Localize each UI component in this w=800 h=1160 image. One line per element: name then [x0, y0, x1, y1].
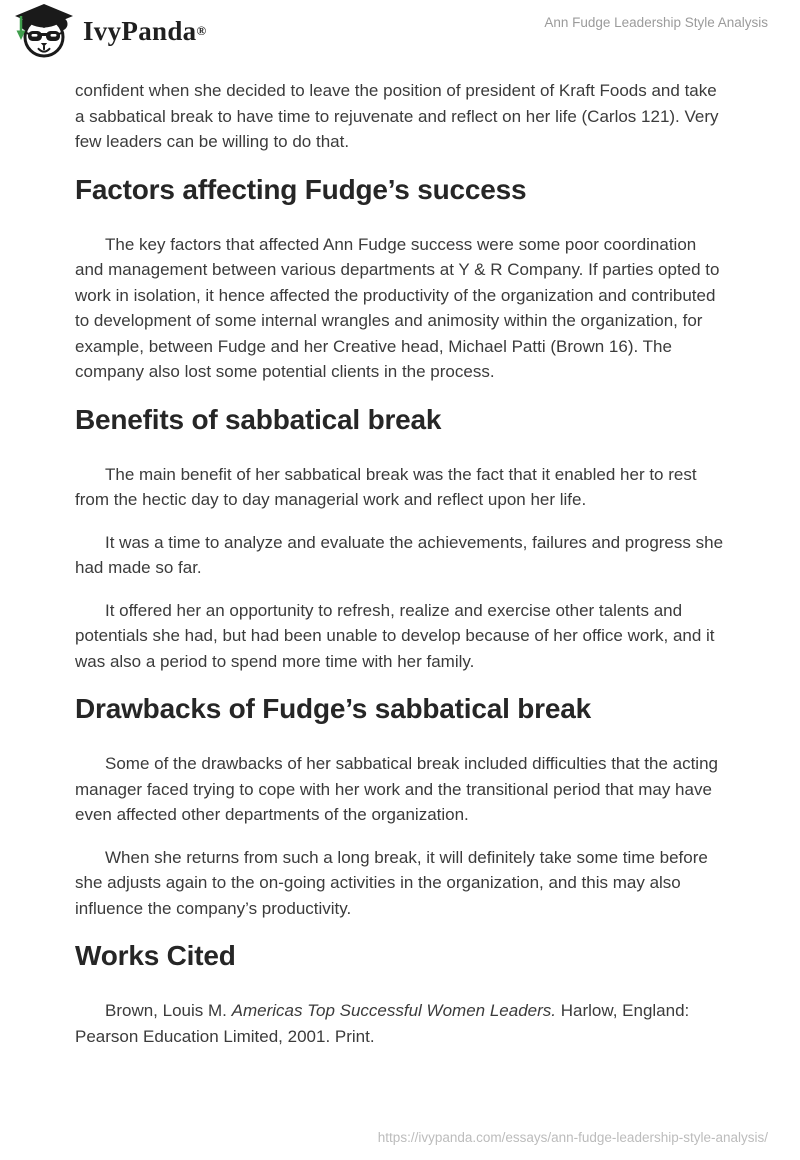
source-url: https://ivypanda.com/essays/ann-fudge-leadership-style-analysis/: [377, 1130, 768, 1145]
ivypanda-panda-logo-icon: [10, 3, 76, 59]
paragraph: When she returns from such a long break, it will definitely take some time before she adjusts again to the on-going activities in the organization, and this may also influence the company’s productivity.: [75, 847, 708, 918]
paragraph: The key factors that affected Ann Fudge success were some poor coordination and management between various departments at Y & R Company. If parties opted to work in isolation, it hence affected the productivity of the organization and contributed to development of some internal wrangles and animosity within the organization, for example, between Fudge and her Creative head, Michael Patti (Brown 16). The company also lost some potential clients in the process.: [75, 234, 720, 381]
paragraph: Some of the drawbacks of her sabbatical break included difficulties that the acting manager faced trying to cope with her work and the transitional period that may have even affected other departments of the organization.: [75, 754, 718, 824]
paragraph: It was a time to analyze and evaluate the achievements, failures and progress she had made so far.: [75, 532, 724, 577]
citation-book-title: Americas Top Successful Women Leaders.: [231, 1001, 557, 1020]
citation: [75, 998, 725, 1049]
section-heading-drawbacks: Drawbacks of Fudge’s sabbatical break: [75, 693, 591, 724]
document-title: Ann Fudge Leadership Style Analysis: [544, 15, 768, 30]
paragraph: It offered her an opportunity to refresh, realize and exercise other talents and potentials she had, but had been unable to develop because of her office work, and it was also a period to spend more time with her family.: [75, 600, 715, 671]
brand: [10, 3, 206, 59]
section-heading-works-cited: Works Cited: [75, 940, 236, 971]
citation-publisher: Harlow, England: Pearson Education Limited, 2001. Print.: [75, 1001, 690, 1046]
page-header: [0, 0, 800, 64]
section-heading-benefits: Benefits of sabbatical break: [75, 403, 442, 435]
registered-mark: ®: [196, 23, 207, 38]
paragraph: The main benefit of her sabbatical break was the fact that it enabled her to rest from the hectic day to day managerial work and reflect upon her life.: [75, 464, 697, 509]
citation-author: Brown, Louis M.: [105, 1001, 232, 1020]
brand-name: IvyPanda: [83, 15, 197, 46]
essay-content: [75, 62, 725, 1066]
intro-paragraph: confident when she decided to leave the position of president of Kraft Foods and take a sabbatical break to have time to rejuvenate and reflect on her life (Carlos 121). Very few leaders can be willing to do that.: [75, 81, 719, 151]
section-heading-factors: Factors affecting Fudge’s success: [75, 173, 527, 205]
